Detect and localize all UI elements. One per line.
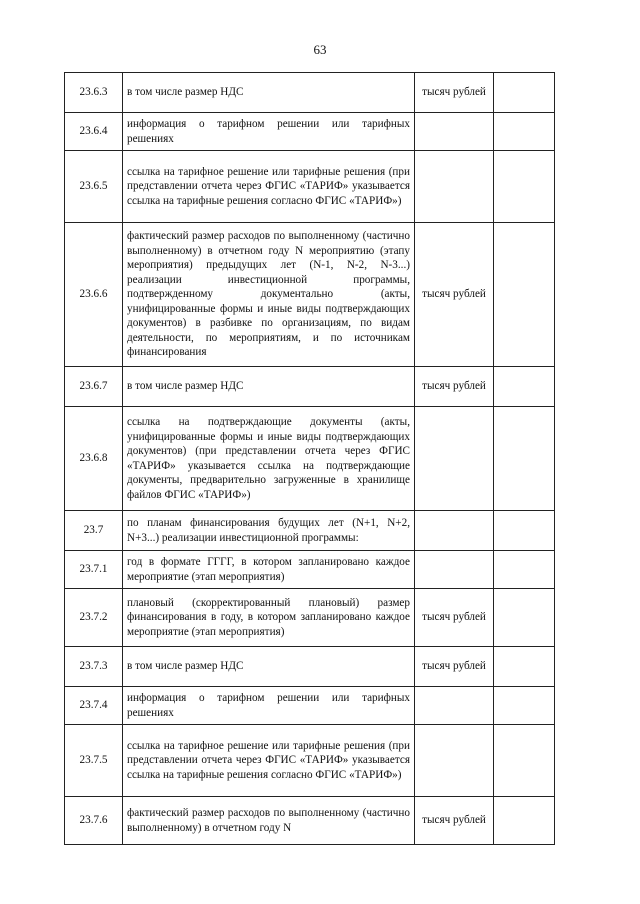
row-description: ссылка на тарифное решение или тарифные решения (при представлении отчета через ФГИС «ТАРИФ» указывается ссылка на тарифные решения согласно ФГИС «ТАРИФ») xyxy=(123,151,415,223)
table-row xyxy=(65,511,555,551)
row-unit: тысяч рублей xyxy=(415,647,494,687)
row-unit xyxy=(415,151,494,223)
table-row xyxy=(65,725,555,797)
table-row xyxy=(65,551,555,589)
table-row xyxy=(65,73,555,113)
row-number: 23.6.5 xyxy=(65,151,123,223)
row-number: 23.7.2 xyxy=(65,589,123,647)
row-unit xyxy=(415,687,494,725)
row-number: 23.7.3 xyxy=(65,647,123,687)
row-value-cell xyxy=(494,589,555,647)
table-row xyxy=(65,151,555,223)
row-number: 23.7.6 xyxy=(65,797,123,845)
row-value-cell xyxy=(494,511,555,551)
row-description: ссылка на тарифное решение или тарифные решения (при представлении отчета через ФГИС «ТАРИФ» указывается ссылка на тарифные решения согласно ФГИС «ТАРИФ») xyxy=(123,725,415,797)
row-unit xyxy=(415,511,494,551)
row-value-cell xyxy=(494,73,555,113)
table-row xyxy=(65,797,555,845)
row-description: информация о тарифном решении или тарифных решениях xyxy=(123,687,415,725)
row-unit xyxy=(415,407,494,511)
row-unit xyxy=(415,725,494,797)
row-description: в том числе размер НДС xyxy=(123,73,415,113)
row-number: 23.7 xyxy=(65,511,123,551)
row-description: фактический размер расходов по выполненному (частично выполненному) в отчетном году N xyxy=(123,797,415,845)
row-description: информация о тарифном решении или тарифных решениях xyxy=(123,113,415,151)
row-value-cell xyxy=(494,151,555,223)
table-row xyxy=(65,113,555,151)
table-row xyxy=(65,589,555,647)
row-description: в том числе размер НДС xyxy=(123,367,415,407)
row-value-cell xyxy=(494,367,555,407)
row-description: плановый (скорректированный плановый) размер финансирования в году, в котором запланировано каждое мероприятие (этап мероприятия) xyxy=(123,589,415,647)
row-description: в том числе размер НДС xyxy=(123,647,415,687)
row-value-cell xyxy=(494,407,555,511)
row-number: 23.6.6 xyxy=(65,223,123,367)
table-row xyxy=(65,223,555,367)
row-number: 23.7.1 xyxy=(65,551,123,589)
row-unit: тысяч рублей xyxy=(415,367,494,407)
row-value-cell xyxy=(494,725,555,797)
row-value-cell xyxy=(494,797,555,845)
row-description: фактический размер расходов по выполненному (частично выполненному) в отчетном году N мероприятию (этапу мероприятия) предыдущих лет (N-1, N-2, N-3...) реализации инвестиционной программы, подтвержденному документально (акты, унифицированные формы и иные виды подтверждающих документов) в разбивке по организациям, по видам деятельности, по мероприятиям, и по источникам финансирования xyxy=(123,223,415,367)
row-unit: тысяч рублей xyxy=(415,223,494,367)
row-unit xyxy=(415,551,494,589)
row-value-cell xyxy=(494,551,555,589)
row-unit: тысяч рублей xyxy=(415,797,494,845)
row-value-cell xyxy=(494,687,555,725)
table-row xyxy=(65,367,555,407)
row-description: ссылка на подтверждающие документы (акты, унифицированные формы и иные виды подтверждающих документов) (при представлении отчета через ФГИС «ТАРИФ» указывается ссылка на подтверждающие документы, предварительно загруженные в хранилище файлов ФГИС «ТАРИФ») xyxy=(123,407,415,511)
row-unit: тысяч рублей xyxy=(415,589,494,647)
row-value-cell xyxy=(494,647,555,687)
table-row xyxy=(65,687,555,725)
row-value-cell xyxy=(494,223,555,367)
page-number: 63 xyxy=(313,42,327,57)
row-number: 23.7.5 xyxy=(65,725,123,797)
row-value-cell xyxy=(494,113,555,151)
row-description: по планам финансирования будущих лет (N+1, N+2, N+3...) реализации инвестиционной программы: xyxy=(123,511,415,551)
row-number: 23.6.3 xyxy=(65,73,123,113)
row-number: 23.6.4 xyxy=(65,113,123,151)
row-number: 23.7.4 xyxy=(65,687,123,725)
row-unit: тысяч рублей xyxy=(415,73,494,113)
table-row xyxy=(65,407,555,511)
requirements-table xyxy=(64,72,555,845)
row-number: 23.6.8 xyxy=(65,407,123,511)
row-number: 23.6.7 xyxy=(65,367,123,407)
row-description: год в формате ГГГГ, в котором запланировано каждое мероприятие (этап мероприятия) xyxy=(123,551,415,589)
row-unit xyxy=(415,113,494,151)
table-row xyxy=(65,647,555,687)
